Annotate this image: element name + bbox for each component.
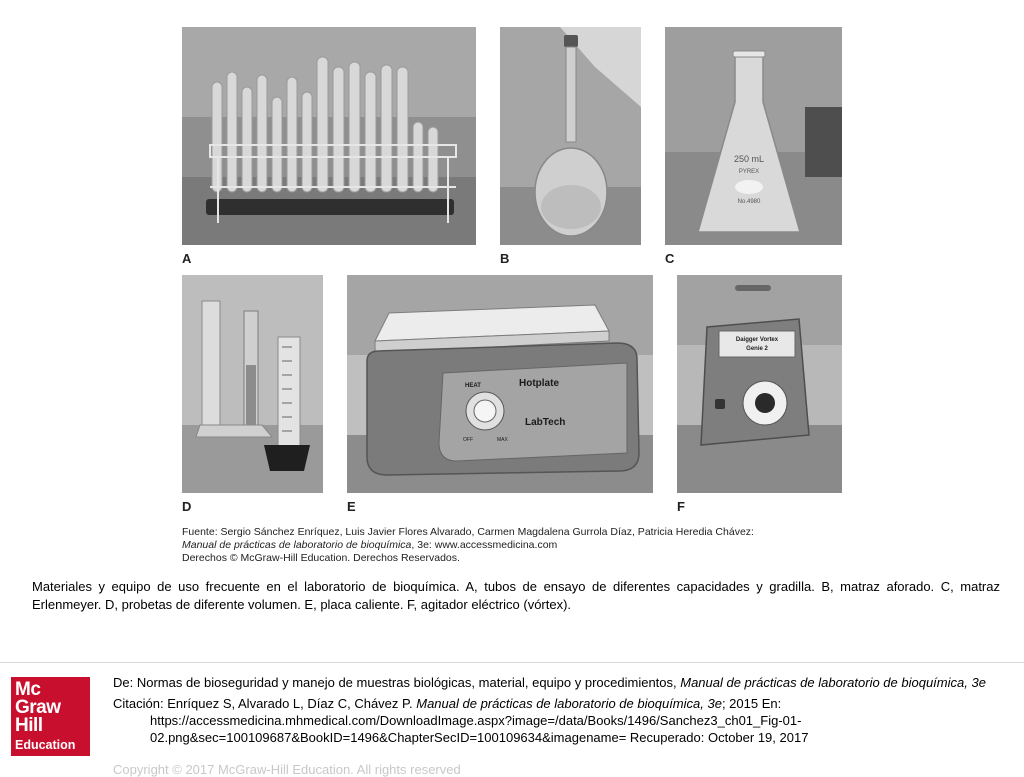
test-tubes-illustration [182,27,476,245]
source-title: Manual de prácticas de laboratorio de bioquímica [182,539,412,551]
source-chapter [113,674,1013,691]
logo-line-mc: Mc [15,679,41,700]
figure-source [182,526,842,565]
graduated-cylinders-illustration [182,275,323,493]
vortex-subtitle-text: Genie 2 [746,346,768,352]
citation [113,695,1013,746]
citation-url-date: ; 2015 En: https://accessmedicina.mhmedical.com/DownloadImage.aspx?image=/data/Books/1496/Sanchez3_ch01_Fig-01-02.png&sec=100109687&BookID=1496&ChapterSecID=100109634&imagename= Recuperado: October 19, 2017 [150,696,809,745]
panel-label-b: B [500,251,510,266]
flask-volume-text: 250 mL [733,154,765,164]
volumetric-flask-illustration [500,27,641,245]
flask-brand-text: PYREX [738,169,760,175]
photo-hotplate [347,275,653,493]
logo-line-graw: Graw [15,697,61,718]
photo-erlenmeyer-flask [665,27,842,245]
citation-authors: Citación: Enríquez S, Alvarado L, Díaz C, Chávez P. [113,696,417,711]
lab-equipment-figure [180,27,842,563]
erlenmeyer-flask-illustration [665,27,842,245]
flask-catalog-text: No.4980 [737,199,761,205]
vortex-model-text: Daigger Vortex [735,337,779,343]
source-rights: Derechos © McGraw-Hill Education. Derechos Reservados. [182,552,460,564]
panel-label-c: C [665,251,675,266]
hotplate-off-text: OFF [463,437,473,443]
logo-line-education: Education [15,738,76,752]
photo-test-tubes [182,27,476,245]
source-reference [182,539,842,552]
panel-label-a: A [182,251,192,266]
copyright-notice: Copyright © 2017 McGraw-Hill Education. All rights reserved [113,762,461,777]
mcgraw-hill-education-logo [11,677,90,756]
hotplate-brand-text: LabTech [525,417,566,428]
hotplate-illustration [347,275,653,493]
logo-line-hill: Hill [15,715,43,736]
photo-graduated-cylinders [182,275,323,493]
hotplate-heat-text: HEAT [465,383,481,389]
source-edition-url: , 3e: www.accessmedicina.com [411,539,558,551]
hotplate-max-text: MAX [497,437,508,443]
source-authors: Fuente: Sergio Sánchez Enríquez, Luis Javier Flores Alvarado, Carmen Magdalena Gurrola Díaz, Patricia Heredia Chávez: [182,526,754,538]
panel-label-f: F [677,499,685,514]
citation-book-title: Manual de prácticas de laboratorio de bioquímica, 3e [416,696,722,711]
chapter-book-title: Manual de prácticas de laboratorio de bioquímica, 3e [680,675,986,690]
vortex-mixer-illustration [677,275,842,493]
citation-footer [113,674,1013,746]
hotplate-name-text: Hotplate [519,378,559,389]
photo-vortex-mixer [677,275,842,493]
panel-label-e: E [347,499,356,514]
panel-label-d: D [182,499,192,514]
chapter-prefix: De: Normas de bioseguridad y manejo de muestras biológicas, material, equipo y procedimientos, [113,675,681,690]
footer-divider [0,662,1024,663]
photo-volumetric-flask [500,27,641,245]
figure-caption: Materiales y equipo de uso frecuente en el laboratorio de bioquímica. A, tubos de ensayo de diferentes capacidades y gradilla. B, matraz aforado. C, matraz Erlenmeyer. D, probetas de diferente volumen. E, placa caliente. F, agitador eléctrico (vórtex). [32,579,1000,612]
